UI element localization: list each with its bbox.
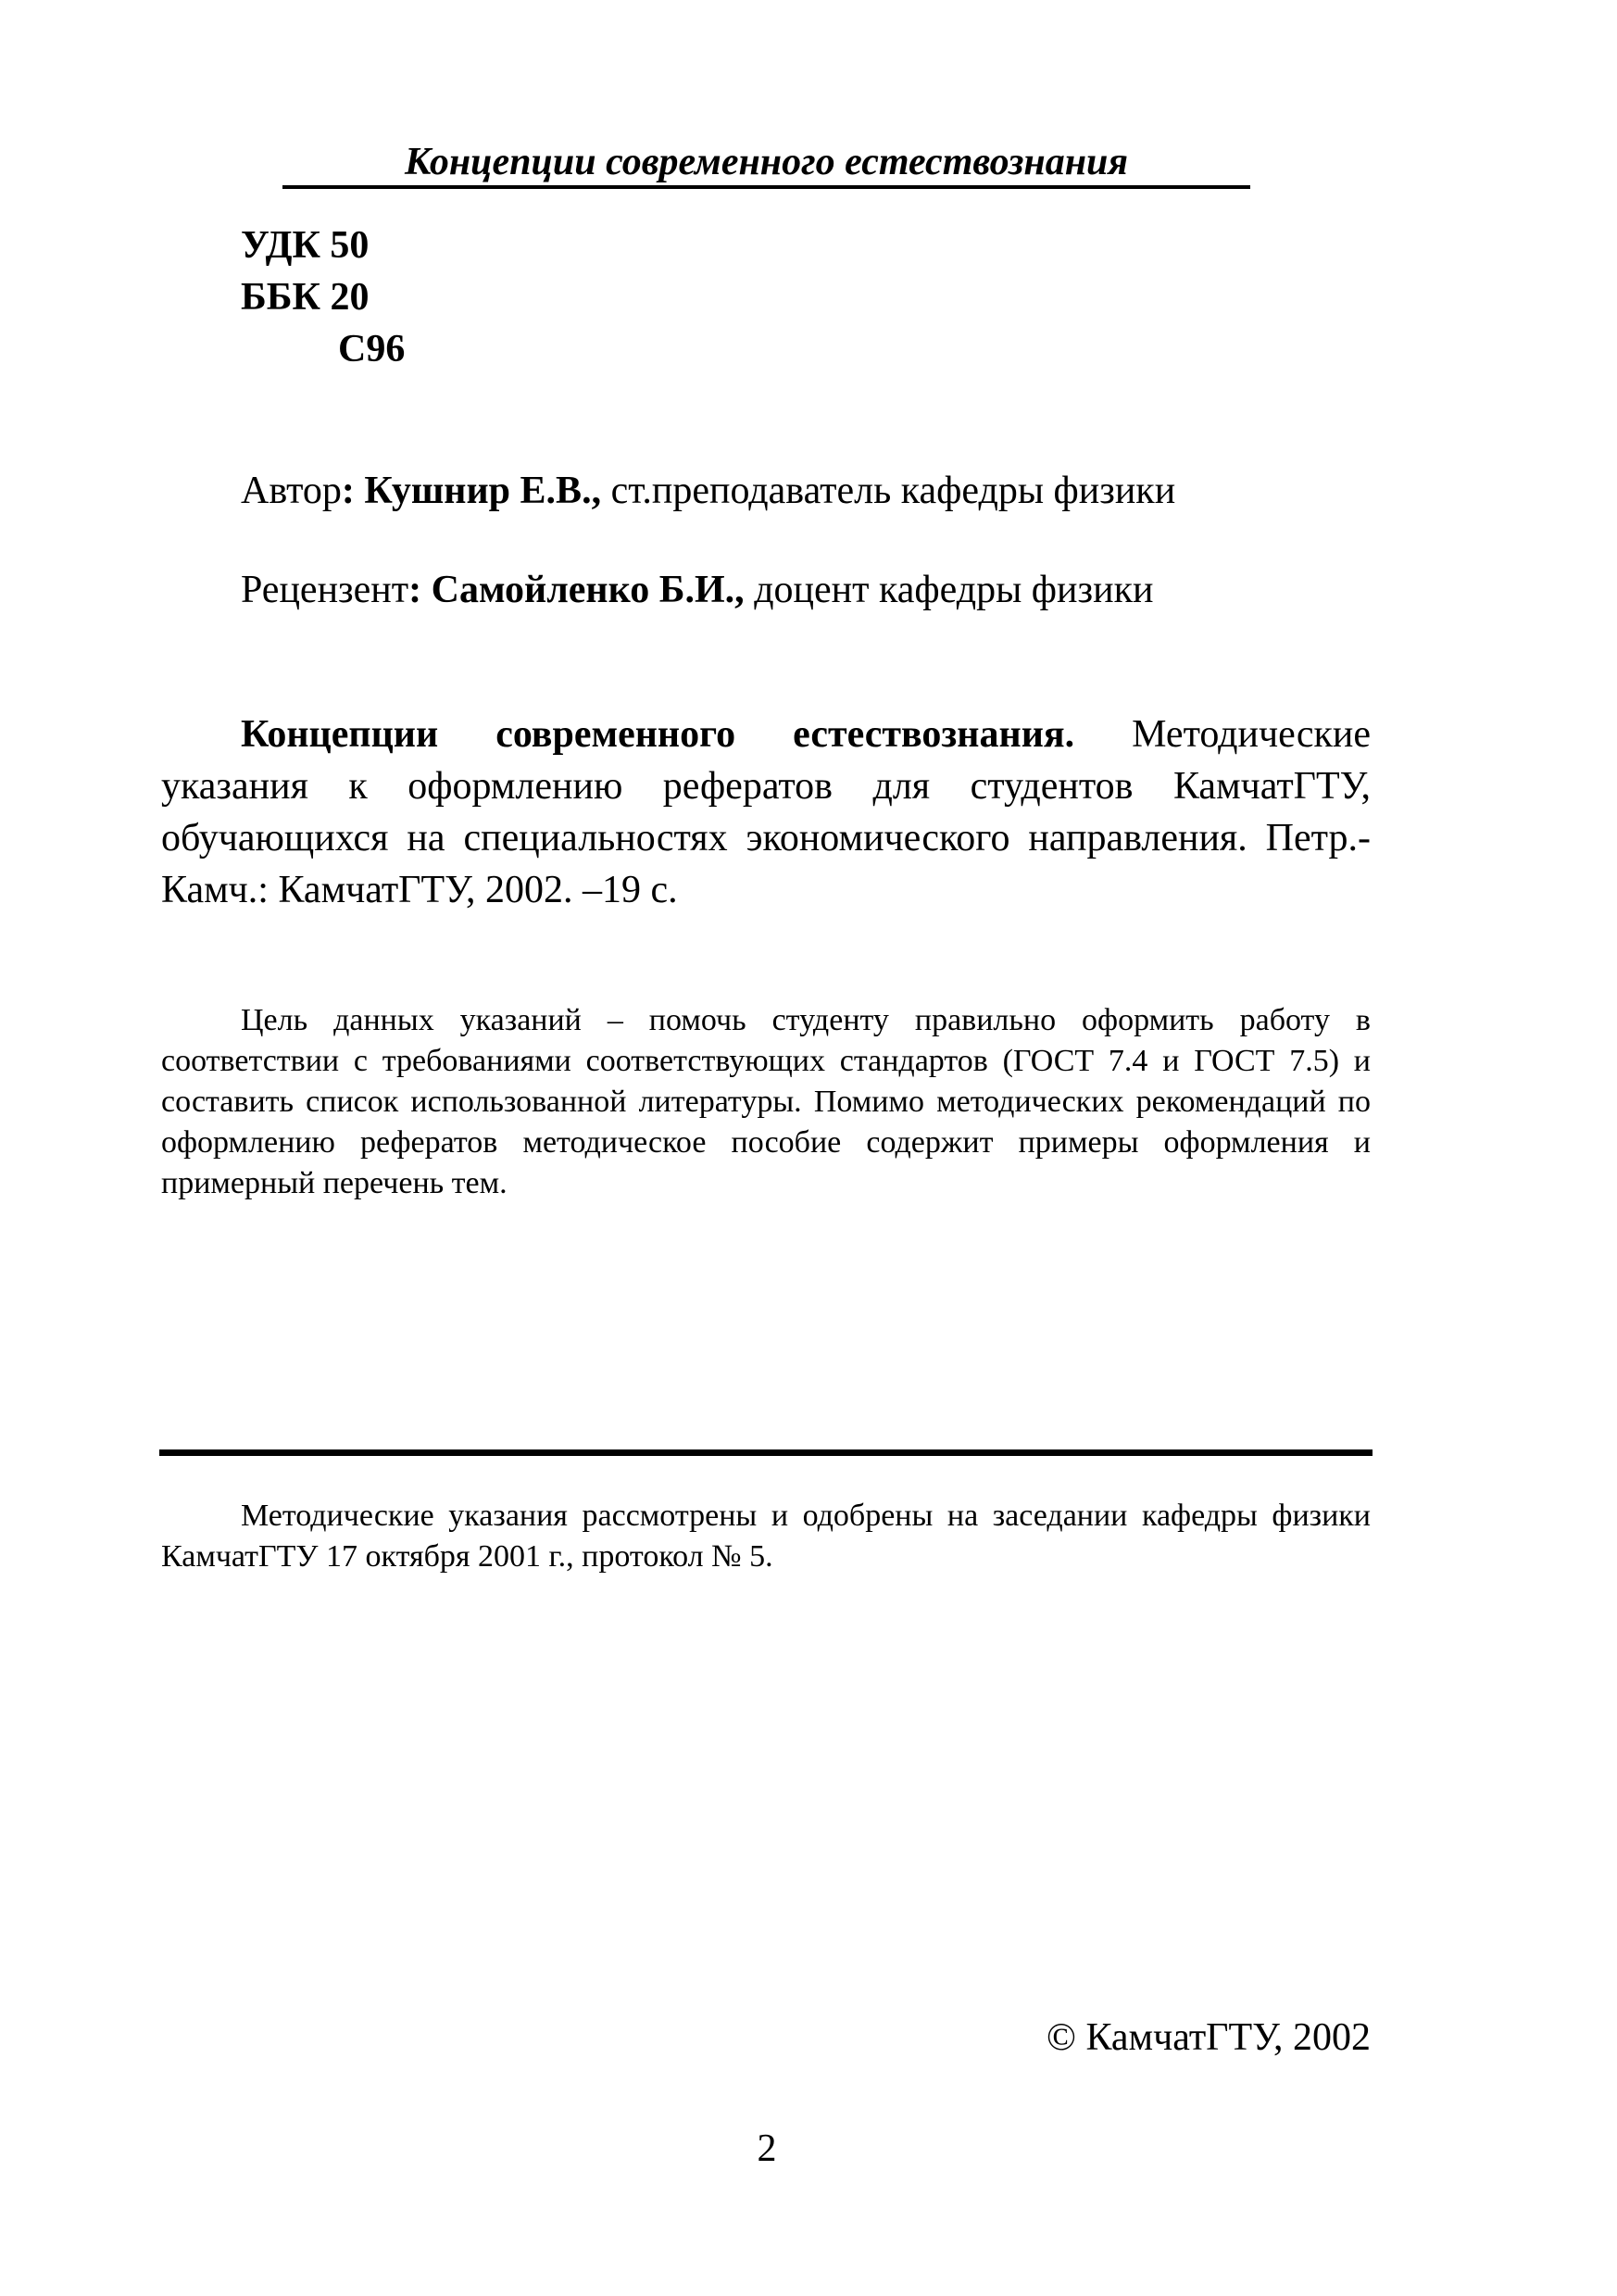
author-mark: С96	[338, 328, 406, 370]
book-title: Концепции современного естествознания.	[241, 713, 1075, 756]
reviewer-separator: :	[408, 569, 432, 611]
author-label: Автор	[241, 470, 342, 512]
bibliographic-description	[161, 709, 1371, 916]
running-header-title: Концепции современного естествознания	[282, 139, 1250, 189]
book-description: Методические указания к оформлению рефератов для студентов КамчатГТУ, обучающихся на специальностях экономического направления. Петр.-Камч.: КамчатГТУ, 2002. –19 с.	[161, 713, 1371, 911]
author-name: Кушнир Е.В.,	[364, 470, 602, 512]
reviewer-name: Самойленко Б.И.,	[431, 569, 745, 611]
author-separator: :	[341, 470, 365, 512]
classification-codes	[241, 220, 405, 375]
bbk-code: ББК 20	[241, 276, 370, 319]
approval-note: Методические указания рассмотрены и одобрены на заседании кафедры физики КамчатГТУ 17 октября 2001 г., протокол № 5.	[161, 1499, 1371, 1574]
udk-code: УДК 50	[241, 224, 370, 267]
reviewer-label: Рецензент	[241, 569, 409, 611]
copyright-notice: © КамчатГТУ, 2002	[1047, 2016, 1371, 2059]
author-line	[241, 468, 1175, 514]
reviewer-position: доцент кафедры физики	[744, 569, 1154, 611]
author-position: ст.преподаватель кафедры физики	[601, 470, 1176, 512]
abstract-paragraph: Цель данных указаний – помочь студенту правильно оформить работу в соответствии с требованиями соответствующих стандартов (ГОСТ 7.4 и ГОСТ 7.5) и составить список использованной литературы. Помимо методических рекомендаций по оформлению рефератов методическое пособие содержит примеры оформления и примерный перечень тем.	[161, 1003, 1371, 1200]
page-number: 2	[757, 2127, 777, 2170]
reviewer-line	[241, 567, 1153, 613]
horizontal-divider	[159, 1449, 1373, 1456]
